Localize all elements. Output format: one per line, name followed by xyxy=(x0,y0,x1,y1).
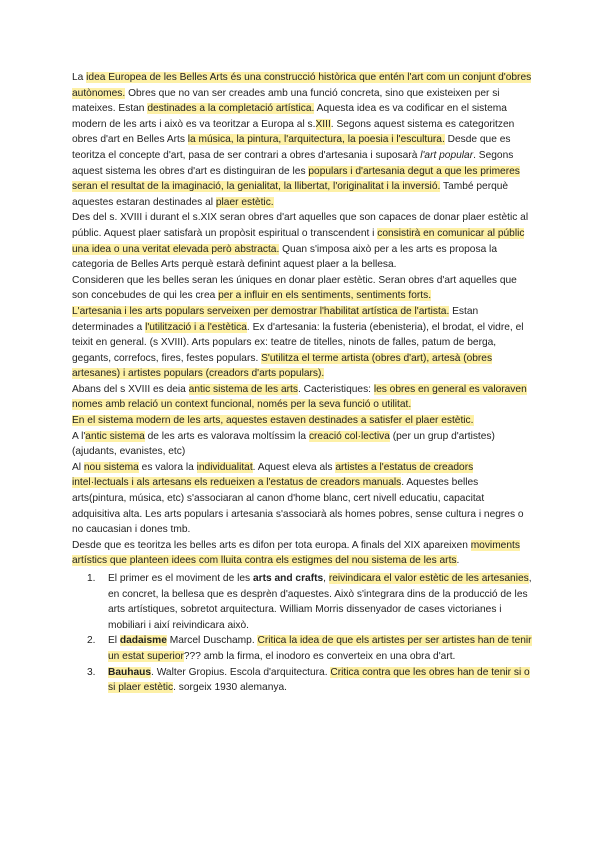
list-number: 3. xyxy=(87,666,96,678)
paragraph xyxy=(72,460,532,538)
highlighted-text: destinades a la completació artística. xyxy=(147,103,315,115)
text-run: de les arts es valorava moltíssim la xyxy=(144,430,309,442)
text-run: Des del s. XVIII i durant el s.XIX seran obres d'art aquelles que son capaces de donar plaer estètic al públic. Aquest plaer satisfarà un propòsit espiritual o transcendent i xyxy=(72,212,529,239)
highlighted-text: plaer estètic. xyxy=(215,196,274,208)
paragraph xyxy=(72,70,532,210)
text-run: ??? amb la firma, el inodoro es converteix en una obra d'art. xyxy=(183,650,456,662)
paragraph xyxy=(72,382,532,413)
paragraph xyxy=(72,210,532,272)
highlighted-text: reivindicara el valor estètic de les artesanies xyxy=(328,573,529,584)
highlighted-text: S'utilitza el terme artista (obres d'art), artesà (obres artesanes) i artistes populars (creadors d'arts populars). xyxy=(72,352,493,380)
highlighted-text: Critica contra que les obres han de tenir si o si plaer estètic xyxy=(108,666,530,694)
text-run: (per un grup d'artistes) (ajudants, evanistes, etc) xyxy=(72,430,495,458)
text-run: . Ex d'artesania: la fusteria (ebenisteria), el brodat, el vidre, el teixit en general. (s XVIII). Arts populars ex: teatre de titelles, ninots de falles, patum de berga, gegants, correfocs, fires, festes populars. xyxy=(72,321,524,364)
document-body xyxy=(72,70,532,569)
highlighted-text: En el sistema modern de les arts, aquestes estaven destinades a satisfer el plaer estètic. xyxy=(72,415,474,427)
paragraph xyxy=(72,538,532,569)
highlighted-text: moviments artístics que planteen idees com lluita contra els estigmes del nou sistema de les arts xyxy=(72,539,520,567)
text-run: Consideren que les belles seran les úniques en donar plaer estètic. Seran obres d'art aquelles que son concebudes de qui les crea xyxy=(72,274,517,302)
highlighted-text: dadaisme xyxy=(119,635,167,647)
text-run: La xyxy=(72,72,87,83)
text-run: A l' xyxy=(72,430,86,442)
text-run: Desde que es teoritza el concepte d'art, pasa de ser contrari a obres d'artesania i suposarà xyxy=(72,134,511,161)
document-page xyxy=(72,70,532,696)
highlighted-text: Bauhaus xyxy=(108,666,152,678)
highlighted-text: Critica la idea de que els artistes per ser artistes han de tenir un estat superior xyxy=(108,635,532,662)
paragraph xyxy=(72,413,532,429)
text-run: Marcel Duschamp. xyxy=(166,635,258,647)
text-run: . Segons aquest sistema es categoritzen obres d'art en Belles Arts xyxy=(72,118,515,146)
list-number: 2. xyxy=(87,635,96,647)
text-run: . sorgeix 1930 alemanya. xyxy=(173,682,287,694)
text-run: , xyxy=(323,573,329,584)
text-run: . xyxy=(456,555,460,567)
text-run: Aquesta idea es va codificar en el sistema modern de les arts i això es va teoritzar a Europa al s. xyxy=(72,103,507,130)
text-run: Al xyxy=(72,461,84,473)
text-run: . Aquestes belles arts(pintura, música, etc) s'associaran al canon d'home blanc, cert nivell educatiu, capacitat adquisitiva alta. Les arts populars i artesania s'associarà als homes pobres, sense cultura i negres o no caucasian i dones tmb. xyxy=(72,477,524,536)
text-run: El xyxy=(108,635,120,647)
text-run: Quan s'imposa això per a les arts es proposa la categoria de Belles Arts perquè estarà definint aquest plaer a la bellesa. xyxy=(72,243,497,271)
highlighted-text: per a influir en els sentiments, sentiments forts. xyxy=(218,290,432,302)
list-item xyxy=(72,571,532,633)
highlighted-text: nou sistema xyxy=(83,461,139,473)
text-run: . Aquest eleva als xyxy=(252,461,336,473)
highlighted-text: la música, la pintura, l'arquitectura, la poesia i l'escultura. xyxy=(187,134,445,146)
highlighted-text: populars i d'artesania degut a que les primeres seran el resultat de la imaginació, la genialitat, la llibertat, l'originalitat i la inversió. xyxy=(72,165,520,193)
text-run: , en concret, la bellesa que es desprèn d'aquestes. Això s'integrara dins de la producció de les arts artístiques, sobretot arquitectura. William Morris dissenyador de cases victorianes i mobiliari i així reivindicara això. xyxy=(108,573,532,631)
highlighted-text: consistirà en comunicar al públic una idea o una veritat elevada però abstracta. xyxy=(72,227,525,255)
text-run: També perquè aquestes estaran destinades al xyxy=(72,181,509,208)
text-run: . Cacteristiques: xyxy=(297,383,374,395)
highlighted-text: individualitat xyxy=(196,461,253,473)
text-run: . Walter Gropius. Escola d'arquitectura. xyxy=(151,666,331,678)
highlighted-text: XIII xyxy=(315,118,331,130)
highlighted-text: artistes a l'estatus de creadors intel·lectuals i als artesans els redueixen a l'estatus de creadors manuals xyxy=(72,461,474,489)
text-run: l'art popular xyxy=(420,149,474,161)
text-run: Desde que es teoritza les belles arts es difon per tota europa. A finals del XIX apareixen xyxy=(72,539,471,551)
text-run: El primer es el moviment de les xyxy=(108,573,253,584)
highlighted-text: antic sistema xyxy=(85,430,145,442)
movements-list xyxy=(72,571,532,696)
highlighted-text: creació col·lectiva xyxy=(308,430,390,442)
highlighted-text: l'utilització i a l'estètica xyxy=(145,321,247,333)
list-number: 1. xyxy=(87,573,96,584)
highlighted-text: les obres en general es valoraven nomes amb relació un context funcional, només per la seva funció o utilitat. xyxy=(72,383,527,411)
highlighted-text: antic sistema de les arts xyxy=(188,383,298,395)
text-run: es valora la xyxy=(138,461,197,473)
text-run: Obres que no van ser creades amb una funció concreta, sino que existeixen per si mateixes. Estan xyxy=(72,87,500,115)
text-run: Estan determinades a xyxy=(72,305,479,333)
text-run: Abans del s XVIII es deia xyxy=(72,383,189,395)
highlighted-text: idea Europea de les Belles Arts és una construcció històrica que entén l'art com un conjunt d'obres autònomes. xyxy=(72,72,532,99)
list-item xyxy=(72,633,532,664)
paragraph xyxy=(72,273,532,304)
text-run: arts and crafts xyxy=(252,573,324,584)
paragraph xyxy=(72,304,532,382)
paragraph xyxy=(72,429,532,460)
highlighted-text: L'artesania i les arts populars serveixen per demostrar l'habilitat artística de l'artista. xyxy=(72,305,450,317)
text-run: . Segons aquest sistema les obres d'art es distinguiran de les xyxy=(72,149,514,177)
list-item xyxy=(72,665,532,696)
